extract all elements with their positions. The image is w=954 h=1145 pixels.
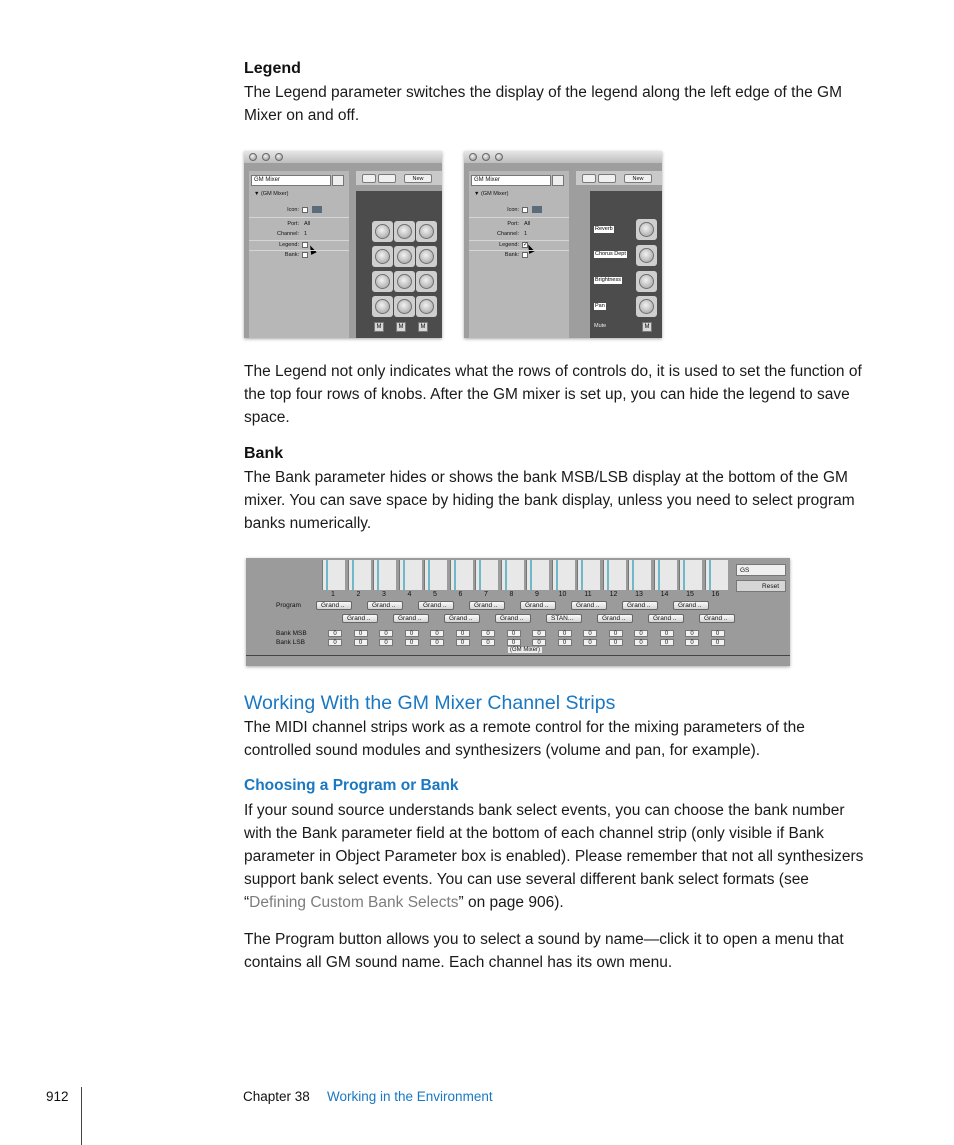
group-label: ▼ (GM Mixer) (254, 191, 289, 197)
link-icon[interactable] (582, 174, 596, 183)
channel-number: 15 (686, 591, 694, 598)
channel-fader-slot[interactable] (501, 560, 524, 590)
icon-checkbox[interactable] (522, 207, 528, 213)
gs-button[interactable]: GS (736, 564, 786, 576)
bank-lsb-field[interactable]: 0 (685, 639, 699, 646)
program-button[interactable]: Grand .. (418, 601, 454, 610)
bank-msb-field[interactable]: 0 (711, 630, 725, 637)
bank-msb-field[interactable]: 0 (583, 630, 597, 637)
channel-number: 7 (484, 591, 488, 598)
bank-lsb-field[interactable]: 0 (328, 639, 342, 646)
bank-paragraph: The Bank parameter hides or shows the bank MSB/LSB display at the bottom of the GM mixer. You can save space by hiding the bank display, unless you need to select program banks numerically. (244, 469, 855, 532)
channel-number: 4 (407, 591, 412, 598)
bank-msb-field[interactable]: 0 (685, 630, 699, 637)
bank-lsb-field[interactable]: 0 (609, 639, 623, 646)
channel-fader-slot[interactable] (705, 560, 728, 590)
bank-lsb-field[interactable]: 0 (507, 639, 521, 646)
mute-button[interactable]: M (418, 322, 428, 332)
program-button[interactable]: Grand .. (622, 601, 658, 610)
program-button[interactable]: Grand .. (520, 601, 556, 610)
knob[interactable] (416, 271, 437, 292)
legend-paragraph: The Legend parameter switches the display of the legend along the left edge of the GM Mixer on and off. (244, 84, 842, 124)
channel-number: 16 (711, 591, 720, 598)
program-button[interactable]: Grand .. (597, 614, 633, 623)
icon-preview-icon (312, 206, 322, 213)
legend-label: Legend: (499, 242, 519, 248)
channel-fader-slot[interactable] (628, 560, 651, 590)
close-icon (469, 153, 477, 161)
footer-chapter-title[interactable]: Working in the Environment (327, 1089, 493, 1104)
footer-divider (81, 1087, 82, 1145)
channel-number: 2 (356, 591, 361, 598)
channel-number: 10 (558, 591, 567, 598)
channel-strips-paragraph: The MIDI channel strips work as a remote control for the mixing parameters of the controlled sound modules and synthesizers (volume and pan, for example). (244, 719, 805, 759)
page-number: 912 (46, 1089, 69, 1104)
channel-number: 5 (433, 591, 437, 598)
bank-checkbox[interactable] (302, 252, 308, 258)
channel-fader-slot[interactable] (322, 560, 345, 590)
knob[interactable] (636, 219, 657, 240)
bank-msb-field[interactable]: 0 (456, 630, 470, 637)
icon-preview-icon (532, 206, 542, 213)
bank-msb-field[interactable]: 0 (430, 630, 444, 637)
legend-row-brightness: Brightness (595, 277, 621, 283)
channel-number: 3 (382, 591, 386, 598)
channel-number: 9 (535, 591, 539, 598)
channel-fader-slot[interactable] (399, 560, 422, 590)
object-name-field[interactable]: GM Mixer (471, 175, 551, 186)
bank-msb-field[interactable]: 0 (660, 630, 674, 637)
knob[interactable] (372, 296, 393, 317)
knob[interactable] (372, 221, 393, 242)
legend-row-chorus: Chorus Dept (595, 251, 626, 257)
bank-msb-field[interactable]: 0 (328, 630, 342, 637)
legend-label: Legend: (279, 242, 299, 248)
footer-chapter: Chapter 38 (243, 1089, 310, 1104)
screenshot-legend-on (464, 151, 662, 338)
channel-number: 12 (609, 591, 618, 598)
knob[interactable] (416, 246, 437, 267)
gm-mixer-footer-label: (GM Mixer) (510, 647, 540, 653)
port-label: Port: (507, 221, 519, 227)
new-button[interactable]: New (624, 174, 652, 183)
bank-msb-field[interactable]: 0 (507, 630, 521, 637)
bank-label: Bank: (284, 252, 299, 258)
program-button[interactable]: Grand .. (367, 601, 403, 610)
icon-label: Icon: (287, 207, 299, 213)
program-button-paragraph: The Program button allows you to select a sound by name—click it to open a menu that contains all GM sound name. Each channel has its own menu. (244, 931, 844, 971)
channel-fader-slot[interactable] (679, 560, 702, 590)
bank-msb-field[interactable]: 0 (481, 630, 495, 637)
channel-fader-slot[interactable] (424, 560, 447, 590)
bank-lsb-field[interactable]: 0 (532, 639, 546, 646)
channel-number: 13 (635, 591, 643, 598)
icon-label: Icon: (507, 207, 519, 213)
channel-number: 11 (584, 591, 592, 598)
screenshot-bank-display (246, 558, 790, 666)
minimize-icon (482, 153, 490, 161)
bank-lsb-field[interactable]: 0 (430, 639, 444, 646)
port-value[interactable]: All (304, 221, 311, 227)
reset-button[interactable]: Reset (736, 580, 786, 592)
bank-msb-field[interactable]: 0 (405, 630, 419, 637)
program-row-label: Program (276, 602, 301, 609)
bank-msb-field[interactable]: 0 (379, 630, 393, 637)
legend-row-mute: Mute (594, 323, 607, 329)
link-icon[interactable] (362, 174, 376, 183)
knob[interactable] (394, 296, 415, 317)
channel-value[interactable]: 1 (304, 231, 308, 237)
channel-label: Channel: (276, 231, 299, 237)
channel-number: 14 (660, 591, 669, 598)
program-button[interactable]: Grand .. (342, 614, 378, 623)
program-button[interactable]: Grand .. (571, 601, 607, 610)
mute-button[interactable]: M (642, 322, 652, 332)
knob[interactable] (394, 246, 415, 267)
channel-fader-slot[interactable] (348, 560, 371, 590)
icon-checkbox[interactable] (302, 207, 308, 213)
screenshot-legend-off (244, 151, 442, 338)
channel-value[interactable]: 1 (524, 231, 528, 237)
legend-row-pan: Pan (595, 303, 605, 309)
channel-fader-slot[interactable] (603, 560, 626, 590)
knob[interactable] (636, 296, 657, 317)
bank-msb-field[interactable]: 0 (532, 630, 546, 637)
bank-lsb-field[interactable]: 0 (583, 639, 597, 646)
port-label: Port: (287, 221, 299, 227)
close-icon (249, 153, 257, 161)
zoom-icon (495, 153, 503, 161)
program-button[interactable]: Grand .. (699, 614, 735, 623)
bank-lsb-field[interactable]: 0 (456, 639, 470, 646)
knob[interactable] (416, 296, 437, 317)
bank-lsb-label: Bank LSB (276, 639, 305, 646)
channel-fader-slot[interactable] (373, 560, 396, 590)
bank-msb-field[interactable]: 0 (609, 630, 623, 637)
window-titlebar (244, 151, 442, 163)
object-name-field[interactable]: GM Mixer (251, 175, 331, 186)
bank-lsb-field[interactable]: 0 (660, 639, 674, 646)
bank-lsb-field[interactable]: 0 (405, 639, 419, 646)
object-name-popup[interactable] (332, 175, 344, 186)
knob[interactable] (636, 245, 657, 266)
bank-lsb-field[interactable]: 0 (379, 639, 393, 646)
bank-msb-field[interactable]: 0 (634, 630, 648, 637)
mute-button[interactable]: M (396, 322, 406, 332)
channel-number: 8 (509, 591, 514, 598)
channel-fader-slot[interactable] (552, 560, 575, 590)
object-name-popup[interactable] (552, 175, 564, 186)
channel-fader-slot[interactable] (577, 560, 600, 590)
bank-lsb-field[interactable]: 0 (634, 639, 648, 646)
bank-msb-field[interactable]: 0 (558, 630, 572, 637)
program-button[interactable]: Grand .. (673, 601, 709, 610)
tools-icon[interactable] (378, 174, 396, 183)
port-value[interactable]: All (524, 221, 531, 227)
legend-explanation: The Legend not only indicates what the rows of controls do, it is used to set the function of the top four rows of knobs. After the GM mixer is set up, you can hide the legend to save space. (244, 363, 862, 426)
group-label: ▼ (GM Mixer) (474, 191, 509, 197)
legend-heading: Legend (244, 60, 301, 77)
knob[interactable] (394, 221, 415, 242)
channel-fader-slot[interactable] (526, 560, 549, 590)
bank-lsb-field[interactable]: 0 (558, 639, 572, 646)
knob[interactable] (416, 221, 437, 242)
knob[interactable] (372, 246, 393, 267)
legend-checkbox-checked[interactable]: ✓ (523, 242, 529, 248)
bottom-rule (246, 655, 790, 656)
section-heading-channel-strips: Working With the GM Mixer Channel Strips (244, 692, 616, 714)
bank-checkbox[interactable] (522, 252, 528, 258)
subsection-heading-program-bank: Choosing a Program or Bank (244, 777, 459, 794)
channel-fader-slot[interactable] (654, 560, 677, 590)
knob[interactable] (636, 271, 657, 292)
bank-label: Bank: (504, 252, 519, 258)
bank-lsb-field[interactable]: 0 (711, 639, 725, 646)
knob[interactable] (372, 271, 393, 292)
channel-number: 6 (458, 591, 463, 598)
program-button[interactable]: Grand .. (495, 614, 531, 623)
bank-msb-field[interactable]: 0 (354, 630, 368, 637)
cross-reference-link[interactable]: Defining Custom Bank Selects (249, 894, 459, 911)
bank-lsb-field[interactable]: 0 (354, 639, 368, 646)
zoom-icon (275, 153, 283, 161)
program-button[interactable]: Grand .. (469, 601, 505, 610)
tools-icon[interactable] (598, 174, 616, 183)
program-button[interactable]: Grand .. (444, 614, 480, 623)
bank-lsb-field[interactable]: 0 (481, 639, 495, 646)
channel-fader-slot[interactable] (475, 560, 498, 590)
program-bank-paragraph: If your sound source understands bank select events, you can choose the bank number with the Bank parameter field at the bottom of each channel strip (only visible if Bank parameter in Object Parameter box is enabled). Please remember that not all synthesizers support bank select events. You can use several different bank select formats (see “Defining Custom Bank Selects” on page 906). (244, 802, 864, 911)
program-button[interactable]: Grand .. (316, 601, 352, 610)
bank-msb-label: Bank MSB (276, 630, 307, 637)
program-button[interactable]: Grand .. (648, 614, 684, 623)
program-button[interactable]: Grand .. (393, 614, 429, 623)
channel-fader-slot[interactable] (450, 560, 473, 590)
window-titlebar (464, 151, 662, 163)
new-button[interactable]: New (404, 174, 432, 183)
legend-row-reverb: Reverb (595, 226, 613, 232)
mute-button[interactable]: M (374, 322, 384, 332)
channel-label: Channel: (496, 231, 519, 237)
knob[interactable] (394, 271, 415, 292)
minimize-icon (262, 153, 270, 161)
channel-number: 1 (331, 591, 335, 598)
bank-heading: Bank (244, 445, 284, 462)
program-button[interactable]: STAN... (546, 614, 582, 623)
